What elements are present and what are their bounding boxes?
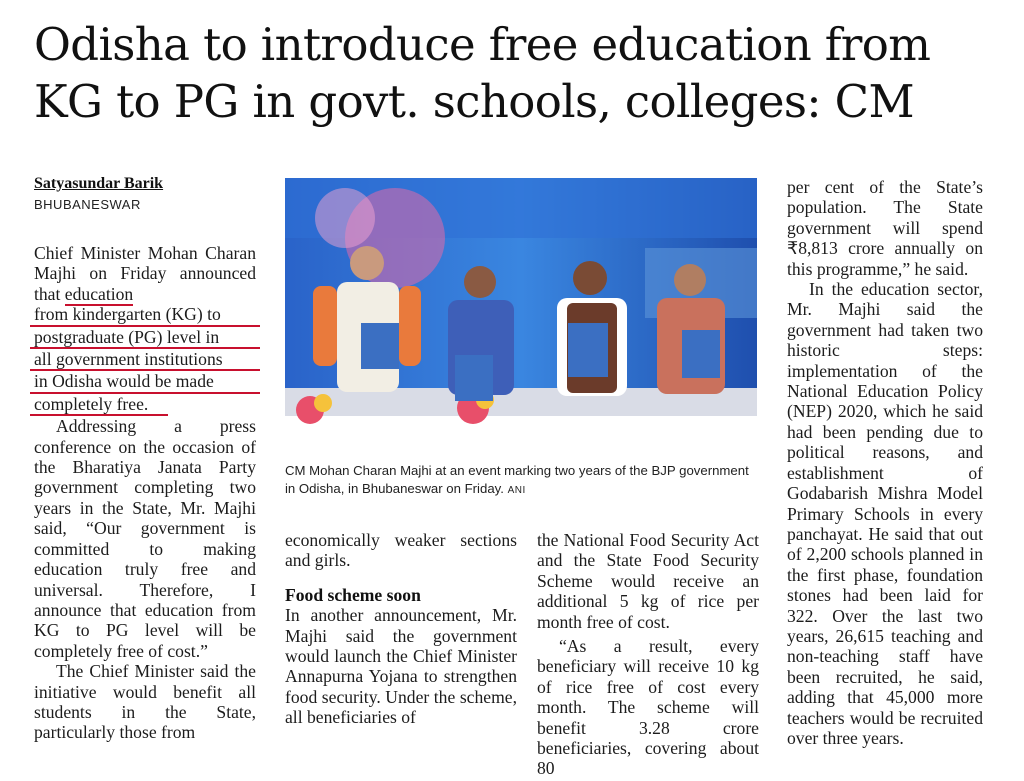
headline-line-2: KG to PG in govt. schools, colleges: CM — [34, 75, 914, 128]
headline — [34, 16, 1004, 130]
news-photo — [285, 178, 757, 448]
highlight-line: all government institutions — [30, 349, 260, 371]
column-4 — [787, 177, 983, 748]
highlight-line: completely free. — [30, 394, 168, 416]
column-2 — [285, 530, 517, 728]
column-1 — [34, 243, 256, 743]
paragraph: per cent of the State’s population. The State government will spend ₹8,813 crore annually on this programme,” he said. — [787, 177, 983, 279]
column-3 — [537, 530, 759, 779]
paragraph: In the education sector, Mr. Majhi said the government had taken two historic steps: implementation of the National Education Policy (NEP) 2020, which he said had been pending due to political reasons, and establishment of Godabarish Mishra Model Primary Schools in every panchayat. He said that out of 2,200 schools planned in the first phase, foundation stones had been laid for 322. Over the last two years, 26,615 teaching and non-teaching staff have been recruited, he said, adding that 45,000 more teachers would be recruited over three years. — [787, 279, 983, 748]
photo-caption: CM Mohan Charan Majhi at an event marking two years of the BJP government in Odisha, in Bhubaneswar on Friday. ANI — [285, 463, 749, 496]
paragraph: economically weaker sections and girls. — [285, 530, 517, 571]
paragraph: the National Food Security Act and the State Food Security Scheme would receive an additional 5 kg of rice per month free of cost. — [537, 530, 759, 632]
highlight-line: from kindergarten (KG) to — [30, 304, 260, 326]
subheading: Food scheme soon — [285, 584, 421, 605]
photo-credit: ANI — [507, 485, 526, 496]
dateline: BHUBANESWAR — [34, 197, 141, 212]
paragraph: In another announcement, Mr. Majhi said the government would launch the Chief Minister Annapurna Yojana to strengthen food security. Under the scheme, all beneficiaries of — [285, 605, 517, 728]
byline: Satyasundar Barik — [34, 175, 164, 192]
headline-line-1: Odisha to introduce free education from — [34, 18, 931, 71]
highlight-line: postgraduate (PG) level in — [30, 327, 260, 349]
paragraph: Addressing a press conference on the occasion of the Bharatiya Janata Party government completing two years in the State, Mr. Majhi said, “Our government is committed to making education truly free and universal. Therefore, I announce that education from KG to PG level will be completely free of cost.” — [34, 416, 256, 661]
paragraph: The Chief Minister said the initiative would benefit all students in the State, particularly those from — [34, 661, 256, 743]
byline-block — [34, 175, 264, 212]
paragraph-lead: Chief Minister Mohan Charan Majhi on Friday announced that education from kindergarten (KG) to postgraduate (PG) level in all government institutions in Odisha would be made completely free. — [34, 243, 256, 416]
paragraph: “As a result, every beneficiary will receive 10 kg of rice free of cost every month. The scheme will benefit 3.28 crore beneficiaries, covering about 80 — [537, 636, 759, 779]
highlight-line: in Odisha would be made — [30, 371, 260, 393]
